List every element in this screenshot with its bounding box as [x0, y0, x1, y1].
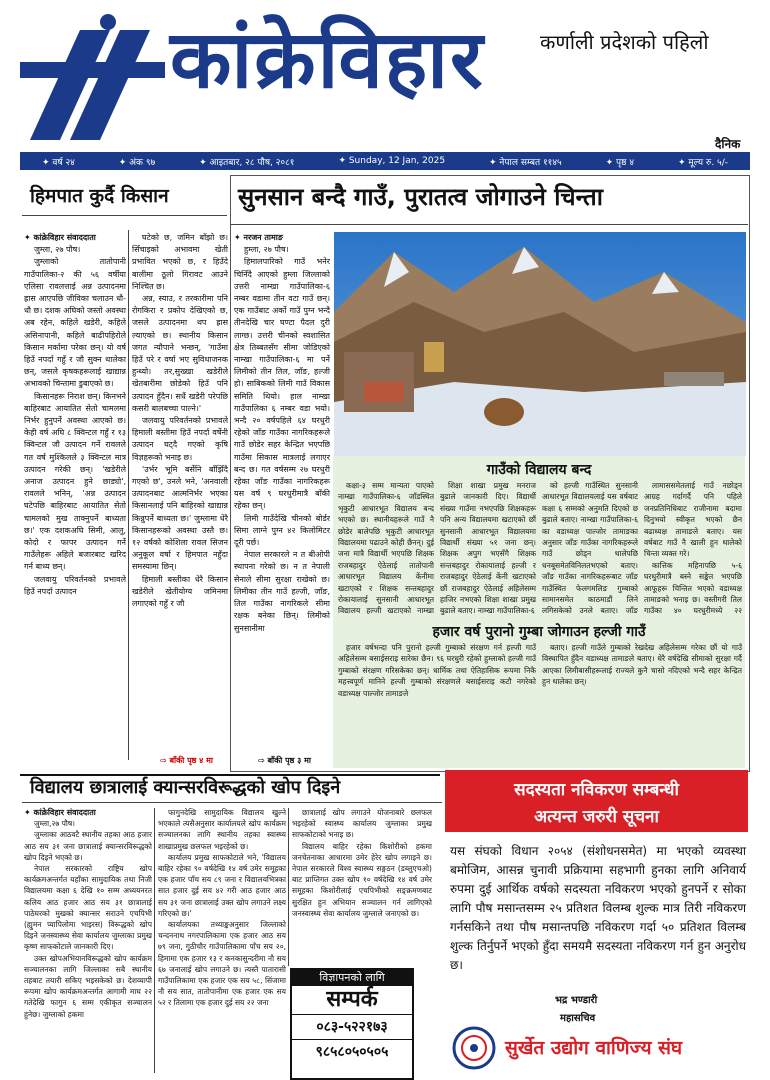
issue-info-strip — [20, 152, 750, 170]
issue-price: ✦ मूल्य रु. ५/- — [677, 157, 728, 168]
gumba-column-1: हजार वर्षभन्दा पनि पुरानो हल्जी गुम्बाको संरक्षण गर्न हल्जी गाउँ अहिलेसम्म बसाईसराइ सारेका छैन। ९६ घरधुरी रहेको हुम्लाको हल्जी गाउँ गुम्बाको संरक्षण गरिसकेका छन्। धार्मिक तथा ऐतिहासिक रूपमा निकै महत्त्वपूर्ण मानिने हल्जी गुम्बाको संरक्षणले बसाईसराइ कटौ नगरेको वडाध्यक्ष पाल्जोर तामाङले — [338, 643, 536, 698]
story1-paragraph: जुम्लाको तातोपानी गाउँपालिका-२ की ५६ वर्षीया एलिसा रावलत्ताई अन्न उत्पादनमा ह्रास आएपछि जीविका चलाउन धौ-धौ छ। दशक अघिको जस्तो अवस्था अब रहेन, कहिले खडेरी, कहिले असिनापानी, कहिले बाढीपहिरोले किसान मर्कामा परेका छन्। यो वर्ष हिउँ नपर्दा गहुँ र जौ सुक्न थालेका छन्, जसले कृषकहरूलाई खाद्यान्न अभावको चिन्तामा डुबाएको छ। — [24, 257, 126, 389]
story3-paragraph: जुम्ला,२७ पौष। — [34, 819, 76, 829]
newspaper-logo-icon — [20, 10, 170, 145]
story3-paragraph: कार्यालय प्रमुख साफकोटाले भने, 'विद्यालय बाहिर रहेका ९० वर्षदेखि १४ वर्ष उमेर समूहका एक हजार पाँच सय ८९ जना र विद्यालयभित्रका सात हजार दुई सय ४२ गरी आठ हजार आठ सय ३१ जना छात्रालाई उक्त खोप लगाउने लक्ष्य गरिएको छ।' — [158, 852, 286, 918]
issue-nepal-sambat: ✦ नेपाल सम्बत ११४५ — [489, 157, 562, 168]
story1-column-2 — [132, 232, 228, 752]
story3-column-1 — [24, 807, 152, 1075]
story1-column-1 — [24, 232, 126, 767]
story2-paragraph: हिमालपारिको गाउँ भनेर चिनिँदै आएको हुम्ला जिल्लाको उत्तरी नाम्खा गाउँपालिका-६ नम्बर वडामा तीन वटा गाउँ छन्। एक गाउँबाट अर्को गाउँ पुग्न भन्दै तीनदेखि चार घण्टा पैदल दुरी लाग्छ। उत्तरी चीनको स्वशासित क्षेत्र तिब्बतसँग सीमा जोडिएको नाम्खा गाउँपालिका-६ मा पर्ने लिमीको तीन तिल, जाँङ, हल्जी हो। साबिकको लिमी गाउँ विकास समिति थियो। हाल नाम्खा गाउँपालिका ६ नम्बर वडा भयो। भन्दै २० वर्षपहिले ६४ घरधुरी रहेको जाँङ गाउँका नागरिकहरूले गाउँ छोडेर सहर केन्द्रित भएपछि गाउँमा सिकास मात्रलाई लगाएर बन्द छ। गत वर्षसम्म २७ घरधुरी रहेका जाँङ गाउँका नागरिकहरू यस वर्ष ९ घरधुरीमात्रै बाँकी रहेका छन्। — [234, 257, 330, 511]
notice-banner — [445, 770, 748, 832]
himalayan-village-photo — [334, 232, 746, 456]
story2-byline: ✦ नरजन तामाङ — [234, 233, 283, 242]
story2-paragraph: लिमी गाउँदेखि चीनको बोर्डर सिमा लाग्ने पुग्न ४२ किलोमिटर दूरी पर्छ। — [234, 513, 330, 548]
masthead-daily: दैनिक — [715, 137, 741, 151]
ad-phone-1[interactable]: ०८३-५२२१७३ — [292, 1014, 412, 1039]
ad-label: विज्ञापनको लागि — [292, 970, 412, 986]
story1-paragraph: घटेको छ, जमिन बाँझो छ। सिँचाइको अभावमा खेती प्रभावित भएको छ, र हिउँदे बालीमा ठूलो गिरावट आउने निश्चित छ। — [132, 233, 228, 291]
notice-subtitle: अत्यन्त जरुरी सूचना — [534, 807, 659, 827]
school-column-2: शिक्षा शाखा प्रमुख मनराज बुढाले जानकारी दिए। विद्यार्थी संख्या गाउँमा नभएपछि शिक्षकहरू पनि अन्य विद्यालयमा खटाएको छौं सुनसानी आधारभूत विद्यालयमा विद्यार्थी संख्या ५१ जना छन्। शिक्षक अपुग भएसँगै शिक्षक सन्तबहादुर रोकायालाई हल्जी र राजबहादुर ऐठेलाई केंनी खटाएको छौं राजबहादुर ऐठेलाई अहिलेसम्म हाजिर नभएको शिक्षा शाखा प्रमुख बुढाले बताए। नाम्खा गाउँपालिका-६ — [440, 481, 536, 615]
story2-paragraph: हुम्ला, २७ पौष। — [244, 245, 289, 255]
issue-number: ✦ अंक ९७ — [118, 157, 156, 168]
story1-paragraph: किसानहरू निराश छन्। किनभने बाहिरबाट आयातित सेतो चामलमा निर्भर हुनुपर्ने अवस्था आएको छ। केही वर्ष अघि ८ क्विन्टल गहुँ र १३ क्विन्टल जौ उत्पादन गर्ने रावलले गत वर्ष मुश्किलले ३ क्विन्टल मात्र उत्पादन गरेकी छन्। 'खडेरीले अनाज उत्पादन हुने छाड्यो', रावलले भनिन्, 'अन्न उत्पादन घटेपछि बाहिरबाट आयातित सेतो चामलको मुख ताक्नुपर्ने बाध्यता छ।' एक दशकअघि सिमी, आलु, कोदो र फापर उत्पादन गर्ने गाउँलेहरू अहिले बजारबाट खरिद गर्न बाध्य छन्। — [24, 391, 126, 572]
notice-signer: भद्र भण्डारी — [555, 995, 598, 1006]
issue-date-english: ✦ Sunday, 12 Jan, 2025 — [338, 156, 446, 166]
advertisement-contact-box — [290, 968, 414, 1080]
story1-paragraph: जलवायु परिवर्तनको प्रभावले हिउँ नपर्दा उत्पादन — [24, 574, 126, 596]
story2-column — [234, 232, 330, 767]
school-column-1: कक्षा-३ सम्म मान्यता पाएको नाम्खा गाउँपालिका-६ जाँडस्थित भृकुटी आधारभूत विद्यालय बन्द भएको छ। स्थानीयहरूले गाउँ नै छोडेर बालेपछि भृकुटी आधारभूत विद्यालयमा पढाउने कोही छैनन्। दुई जना मात्रै विद्यार्थी भएपछि शिक्षक राजबहादुर ऐठेलाई तातोपानी आधारभूत विद्यालय केंनीमा खटाएको र शिक्षक सन्तबहादुर रोकायालाई सुनसानी आधारभूत विद्यालय हल्जी खटाएको नाम्खा — [338, 481, 434, 615]
school-column-3: को हल्जी गाउँस्थित सुनसानी आधारभूत विद्यालयलाई यस वर्षबाट कक्षा ६ सम्मको अनुमति दिएको छ बुढाले बताए। नाम्खा गाउँपालिका-६ का वडाध्यक्ष पाल्जोर तामाङका अनुसार जाँङ गाउँका नागरिकहरूले गाउँ छोड्न थालेपछि धनबूसमेतविनिलतभएको बताए। जाँङ गाउँका नागरिकहरूबाट जाँङ गाउँस्थित फेलगमलिङ गुम्बाको सामानसमेत काठमाडौं लिने लगिसकेको उनले बताए। जाँङ — [542, 481, 638, 615]
chamber-seal-icon — [452, 1026, 496, 1070]
masthead-logo-text: कांक्रेविहार — [170, 13, 485, 106]
notice-signer-title: महासचिव — [560, 1013, 596, 1024]
notice-organization: सुर्खेत उद्योग वाणिज्य संघ — [505, 1037, 683, 1059]
story3-paragraph: कार्यालयका तथ्याङ्कअनुसार जिल्लाको चन्दननाथ नगरपालिकामा एक हजार आठ सय ७९ जना, गुठीचौर गाउँपालिकामा पाँच सय २०, हिमामा एक हजार १३ र कनकासुन्दरीमा नौ सय ६७ जनालाई खोप लगाउने छ। त्यस्तै पातारासी गाउँपालिकामा एक हजार एक सय ५८, सिंजामा नौ सय सात, तातोपानीमा एक हजार एक सय ५२ र तिलामा एक हजार दुई सय २२ जना — [158, 920, 286, 1008]
story3-paragraph: छात्रालाई खोप लगाउने योजनाबारे छलफल भइरहेको स्वास्थ्य कार्यालय जुम्लाका प्रमुख साफकोटाको भनाइ छ। — [292, 808, 432, 840]
issue-date-nepali: ✦ आइतबार, २८ पौष, २०८१ — [199, 157, 295, 168]
issue-volume: ✦ वर्ष २४ — [41, 157, 75, 168]
ad-title: सम्पर्क — [326, 987, 378, 1012]
story3-paragraph: नेपाल सरकारको राष्ट्रिय खोप कार्यक्रमअन्तर्गत यहाँका सामुदायिक तथा निजी विद्यालयमा कक्षा ६ देखि १० सम्म अध्ययनरत कलिय आठ हजार आठ सय ३१ छात्रालाई पाठेघरको मुखको क्यान्सर सराउने एचपिभी (ह्युमन प्यापिलोमा भाइरस) विरूद्धको खोप दिइने जनस्वास्थ्य सेवा कार्यालय जुम्लाका प्रमुख कृष्ण साफकोटाले जानकारी दिए। — [24, 864, 152, 952]
story3-headline: विद्यालय छात्रालाई क्यान्सरविरूद्धको खोप दिइने — [30, 777, 341, 798]
story3-paragraph: जुम्लाका आठवटै स्थानीय तहका आठ हजार आठ सय ३१ जना छात्रालाई क्यान्सरविरूद्धको खोप दिइने भएको छ। — [24, 830, 152, 862]
story1-paragraph: हिमाली बस्तीका धेरै किसान खडेरीले खेतीयोग्य जमिनमा लगाएको गहुँ र जौ — [132, 574, 228, 609]
story3-paragraph: उक्त खोपअभियानविरूद्धको खोप कार्यक्रम सञ्चालनका लागि जिल्लाका सबै स्थानीय तहबाट तयारी सकिए भइसकेको छ। देशव्यापी रूपमा खोप कार्यक्रमअन्तर्गत आगामी माघ २२ गतेदेखि फागुन ६ सम्म एकीकृत सञ्चालन हुनेछ। जुम्लाको हकमा — [24, 953, 152, 1019]
story3-byline: ✦ कांक्रेविहार संवाददाता — [24, 808, 96, 817]
story3-column-3 — [292, 807, 432, 965]
gumba-subheadline: हजार वर्ष पुरानो गुम्बा जोगाउन हल्जी गाउँ — [432, 624, 646, 640]
story2-continued-link[interactable]: ⇨ बाँकी पृष्ठ ३ मा — [258, 756, 311, 765]
story1-headline: हिमपात कुर्दै किसान — [30, 185, 169, 207]
story1-paragraph: जलवायु परिवर्तनको प्रभावले हिमाली बस्तीमा हिउँ नपर्दा वर्षेनी उत्पादन घट्दै गएको कृषि विज्ञहरूको भनाइ छ। — [132, 416, 228, 462]
story1-byline: ✦ कांक्रेविहार संवाददाता — [24, 233, 96, 242]
notice-body: यस संघको विधान २०५४ (संशोधनसमेत) मा भएको व्यवस्था बमोजिम, आसन्न चुनावी प्रक्रियामा सहभागी हुनका लागि अनिवार्य रुपमा दुई आर्थिक वर्षको सदस्यता नविकरण भएको हुनपर्ने र सोका लागि पौष मसान्तसम्म २५ प्रतिशत विलम्ब शुल्क मात्र तिरी नविकरण गर्नसकिने तथा पौष मसान्तपछि नविकरण गर्दा ५० प्रतिशत विलम्ब शुल्क तिर्नुपर्ने भएको हुँदा समयमै सदस्यता नविकरण गर्न हुन अनुरोध छ। — [450, 844, 746, 972]
gumba-column-2: बताए। हल्जी गाउँले गुम्बाको रेखदेख अहिलेसम्म गरेका छौं यो गाउँ विस्थापित हुँदैन वडाध्यक्ष तामाङले बताए। धेरै वर्षदेखि सीमाको सुरक्षा गर्दै आएका लिमीबासीहरूलाई राज्यले कुनै चासो नदिएको भन्दै सहर केन्द्रित हुन थालेका छन्। — [542, 643, 742, 687]
school-subheadline: गाउँको विद्यालय बन्द — [486, 462, 592, 478]
story1-paragraph: जुम्ला, २७ पौष। — [34, 245, 81, 255]
story1-paragraph: 'उर्भर भूमि बर्सेनि बाँझिँदै गएको छ', उनले भने, 'अनवाली उत्पादनबाट आत्मनिर्भर भएका किसानलाई पनि बाहिरको खाद्यान्न किन्नुपर्ने बाध्यता छ।' जुम्लामा धेरै किसानहरूको अवस्था उस्तै छ। १२ वर्षको कोशिला रावल सिजन अनुकूल वर्षा र हिमपात नहुँदा समस्यामा छिन्। — [132, 464, 228, 572]
story2-paragraph: नेपाल सरकारले न त बीओपी स्थापना गरेको छ। न त नेपाली सेनाले सीमा सुरक्षा राखेको छ। लिमीका तीन गाउँ हल्जी, जाँङ, तिल गाउँका नागरिकले सीमा रक्षक बनेका छिन्। लिमीको सुनसानीमा — [234, 550, 330, 633]
masthead — [0, 0, 770, 152]
issue-pages: ✦ पृष्ठ ४ — [605, 157, 634, 168]
story3-paragraph: फागुनदेखि सामुदायिक विद्यालय खुल्ने भएकाले त्यसैअनुसार कार्यालयले खोप कार्यक्रम सञ्चालनका लागि स्थानीय तहका स्वास्थ्य शाखाप्रमुख छलफल भइरहेको छ। — [158, 808, 286, 851]
story3-column-2 — [158, 807, 286, 1075]
story2-headline: सुनसान बन्दै गाउँ, पुरातत्व जोगाउने चिन्ता — [238, 183, 603, 211]
masthead-tagline: कर्णाली प्रदेशको पहिलो — [540, 30, 709, 54]
story1-continued-link[interactable]: ⇨ बाँकी पृष्ठ ४ मा — [160, 756, 213, 765]
story1-paragraph: अन्न, स्याउ, र तरकारीमा पनि रोगकिरा र प्रकोप देखिएको छ, जसले उत्पादनमा थप ह्रास ल्याएको छ। स्थानीय किसान जगत न्यौपाने भन्छन्, 'गाउँमा हिउँ परे र वर्षा भए सुविधाजनक हुन्थ्यो। तर,सुख्खा खडेरीले खेतबारीमा छोडेको हिउँ पनि उत्पादन हुँदैन। सधैं खडेरी परेपछि कसरी बालबच्चा पाल्ने।' — [132, 294, 228, 413]
story3-paragraph: विद्यालय बाहिर रहेका किशोरीको हकमा जनचेतनाका आधारमा उमेर हेरेर खोप लगाइने छ। नेपाल सरकारले विश्व स्वास्थ्य सङ्गठन (डब्लुएचओ) बाट प्राप्तिगत उक्त खोप १० वर्षदेखि १४ वर्ष उमेर समूहका किशोरीलाई एचपिभीको सङ्क्रमणबाट सुरक्षित हुन अभियान सञ्चालन गर्न लागिएको जनस्वास्थ्य सेवा कार्यालय जुम्लाले जनाएको छ। — [292, 841, 432, 918]
school-column-4: लामाससमेतलाई गाउँ नछोड्न आग्रह गर्दागर्दै पनि पहिले जनप्रतिनिधिबाट राजीनामा बदामा दिनुभयो स्वीकृत भएको छैन बढाध्यक्ष तामाङले बताए। यस वर्षबाट गाउँ नै खाली हुन थालेको चिन्ता व्यक्त गरे। कात्तिक महिनापछि ५-६ घरधुरीमात्रै बस्ने सङ्केत भएपछि आफूहरू चिन्तित भएको वडाध्यक्ष तामाङको भनाइ छ। वस्तीगरी तिल गाउँका ४० घरधुरीमध्ये २२ — [644, 481, 742, 615]
notice-title: सदस्यता नविकरण सम्बन्धी — [514, 780, 679, 800]
ad-phone-2[interactable]: ९८५८०५०५०५ — [292, 1039, 412, 1064]
